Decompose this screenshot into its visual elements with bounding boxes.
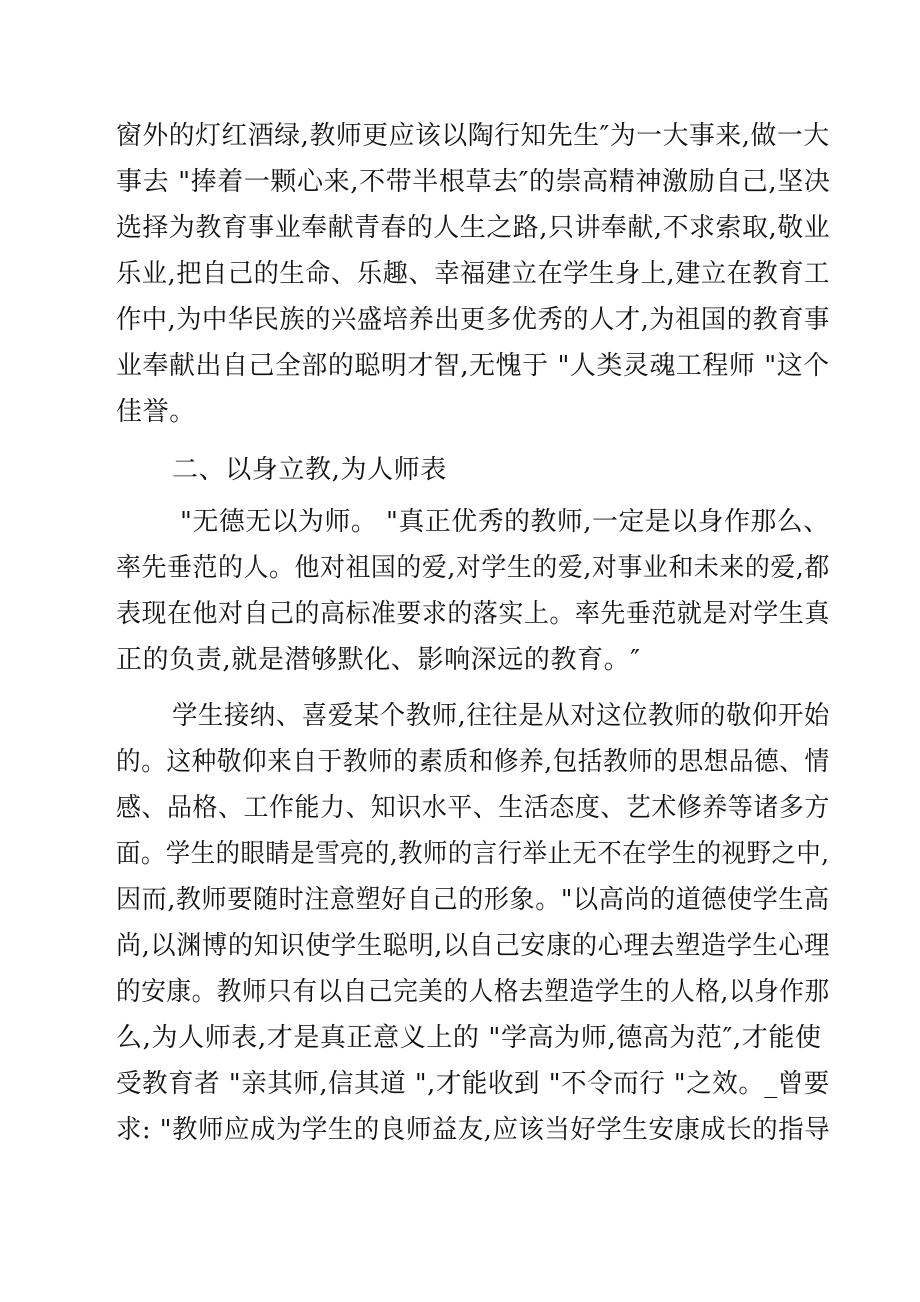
text-line: 作中,为中华民族的兴盛培养出更多优秀的人才,为祖国的教育事 [116, 305, 830, 335]
text-line: 乐业,把自己的生命、乐趣、幸福建立在学生身上,建立在教育工 [116, 259, 830, 289]
text-line: 么,为人师表,才是真正意义上的 "学高为师,德高为范″,才能使 [116, 1023, 822, 1053]
text-line: 受教育者 "亲其师,信其道 ",才能收到 "不令而行 "之效。_曾要 [116, 1069, 830, 1099]
text-line: 的安康。教师只有以自己完美的人格去塑造学生的人格,以身作那 [116, 977, 830, 1007]
text-line: 率先垂范的人。他对祖国的爱,对学生的爱,对事业和未来的爱,都 [116, 553, 830, 583]
text-line: 选择为教育事业奉献青春的人生之路,只讲奉献,不求索取,敬业 [116, 213, 831, 243]
text-line: 尚,以渊博的知识使学生聪明,以自己安康的心理去塑造学生心理 [116, 931, 830, 961]
text-line: 的。这种敬仰来自于教师的素质和修养,包括教师的思想品德、情 [116, 747, 830, 777]
text-line: 正的负责,就是潜够默化、影响深远的教育。″ [116, 645, 641, 675]
text-line: 求: "教师应成为学生的良师益友,应该当好学生安康成长的指导 [116, 1115, 831, 1145]
text-line: 事去 "捧着一颗心来,不带半根草去″的崇高精神激励自己,坚决 [116, 167, 831, 197]
text-line: 面。学生的眼睛是雪亮的,教师的言行举止无不在学生的视野之中, [116, 839, 830, 869]
text-line: 因而,教师要随时注意塑好自己的形象。"以高尚的道德使学生高 [116, 885, 830, 915]
text-line: 佳誉。 [116, 397, 196, 427]
text-line: 学生接纳、喜爱某个教师,往往是从对这位教师的敬仰开始 [172, 701, 830, 731]
text-line: 业奉献出自己全部的聪明才智,无愧于 "人类灵魂工程师 "这个 [116, 351, 830, 381]
text-line: 表现在他对自己的高标准要求的落实上。率先垂范就是对学生真 [116, 599, 830, 629]
section-heading: 二、以身立教,为人师表 [172, 455, 447, 485]
text-line: 感、品格、工作能力、知识水平、生活态度、艺术修养等诸多方 [116, 793, 830, 823]
text-line: 窗外的灯红酒绿,教师更应该以陶行知先生″为一大事来,做一大 [116, 121, 830, 151]
text-line: "无德无以为师。 "真正优秀的教师,一定是以身作那么、 [180, 507, 830, 537]
